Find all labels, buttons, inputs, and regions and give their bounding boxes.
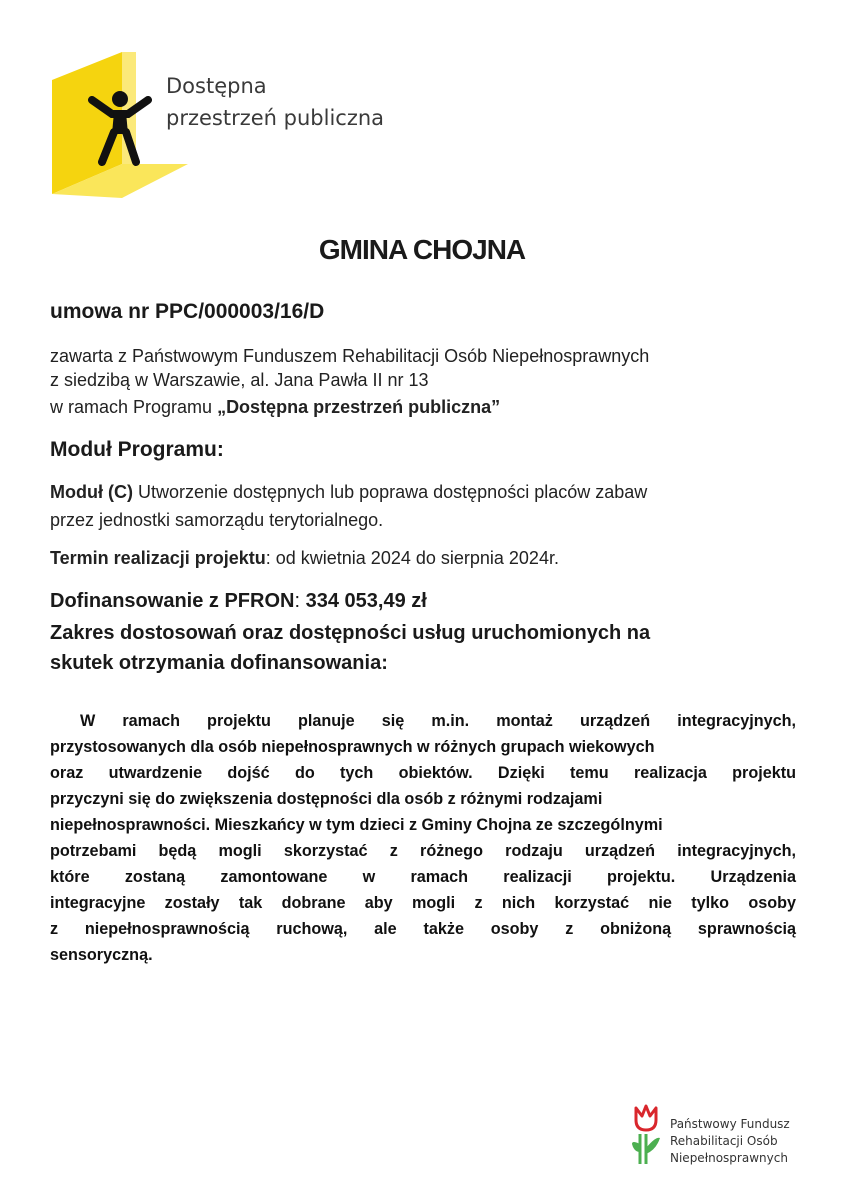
term-value: : od kwietnia 2024 do sierpnia 2024r. <box>265 548 559 568</box>
funding-line <box>50 590 427 613</box>
description-line: przyczyni się do zwiększenia dostępności dla osób z różnymi rodzajami <box>50 790 603 808</box>
page-title: GMINA CHOJNA <box>318 234 526 265</box>
logo-text-line1: Dostępna <box>166 74 267 98</box>
description-line: oraz utwardzenie dojść do tych obiektów. Dzięki temu realizacja projektu <box>50 764 796 782</box>
funding-separator: : <box>294 590 306 612</box>
description-line: sensoryczną. <box>50 946 153 964</box>
program-name: „Dostępna przestrzeń publiczna” <box>217 397 501 417</box>
term-label: Termin realizacji projektu <box>50 548 266 568</box>
module-line-2: przez jednostki samorządu terytorialnego. <box>50 510 384 530</box>
module-label: Moduł (C) <box>50 482 133 502</box>
pfron-tulip-logo-icon <box>630 1104 662 1166</box>
pfron-text-line1: Państwowy Fundusz <box>670 1117 790 1131</box>
module-line-1 <box>50 482 647 503</box>
pfron-text-line2: Rehabilitacji Osób <box>670 1134 778 1148</box>
description-line: przystosowanych dla osób niepełnosprawnych w różnych grupach wiekowych <box>50 738 655 756</box>
scope-heading-line-1: Zakres dostosowań oraz dostępności usług uruchomionych na <box>50 622 651 644</box>
logo-text-line2: przestrzeń publiczna <box>166 106 385 130</box>
description-line: W ramach projektu planuje się m.in. montaż urządzeń integracyjnych, <box>80 712 796 730</box>
funding-amount: 334 053,49 zł <box>305 590 427 612</box>
contract-line-2: z siedzibą w Warszawie, al. Jana Pawła II nr 13 <box>50 370 429 390</box>
pfron-text-line3: Niepełnosprawnych <box>670 1151 788 1165</box>
contract-line-3 <box>50 397 500 418</box>
description-line: które zostaną zamontowane w ramach realizacji projektu. Urządzenia <box>50 868 796 886</box>
term-line <box>50 548 559 569</box>
contract-line-1: zawarta z Państwowym Funduszem Rehabilitacji Osób Niepełnosprawnych <box>50 346 650 366</box>
module-heading: Moduł Programu: <box>50 438 224 461</box>
module-text-1: Utworzenie dostępnych lub poprawa dostępności placów zabaw <box>132 482 648 502</box>
description-line: z niepełnosprawnością ruchową, ale także osoby z obniżoną sprawnością <box>50 920 796 938</box>
scope-heading-line-2: skutek otrzymania dofinansowania: <box>50 652 388 674</box>
description-line: potrzebami będą mogli skorzystać z różnego rodzaju urządzeń integracyjnych, <box>50 842 796 860</box>
program-prefix: w ramach Programu <box>50 397 218 417</box>
project-description <box>50 708 796 968</box>
description-line: niepełnosprawności. Mieszkańcy w tym dzieci z Gminy Chojna ze szczególnymi <box>50 816 663 834</box>
funding-label: Dofinansowanie z PFRON <box>50 590 295 612</box>
contract-number: umowa nr PPC/000003/16/D <box>50 300 325 323</box>
description-line: integracyjne zostały tak dobrane aby mogli z nich korzystać nie tylko osoby <box>50 894 796 912</box>
